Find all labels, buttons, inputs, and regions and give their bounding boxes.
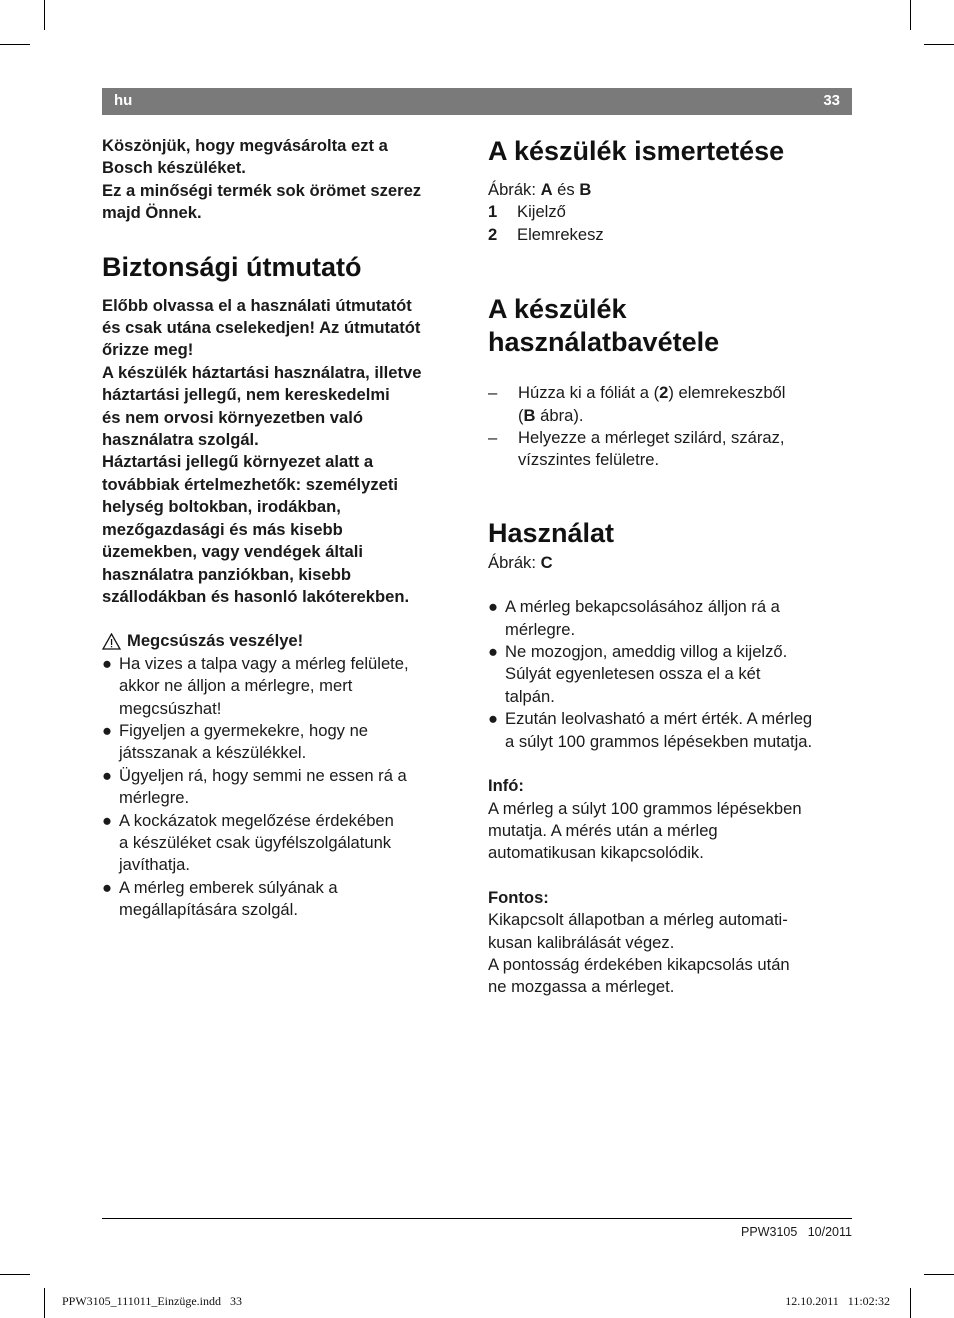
list-line: Ezután leolvasható a mért érték. A mérleg	[505, 709, 813, 729]
important-line: kusan kalibrálását végez.	[488, 932, 675, 952]
figure-ref: B	[523, 405, 536, 425]
slug-filename: PPW3105_111011_Einzüge.indd 33	[62, 1294, 242, 1308]
list-line: játsszanak a készülékkel.	[119, 743, 307, 763]
safety-line: használatra panziókban, kisebb	[102, 564, 351, 584]
list-item	[102, 877, 464, 922]
list-item	[488, 708, 854, 753]
bullet-icon: ●	[102, 810, 113, 830]
list-item	[488, 641, 854, 708]
list-line: Helyezze a mérleget szilárd, száraz,	[518, 428, 785, 448]
safety-line: mezőgazdasági és más kisebb	[102, 519, 343, 539]
crop-mark	[0, 1274, 30, 1275]
bullet-icon: ●	[102, 765, 113, 785]
list-item	[488, 596, 854, 641]
warning-heading	[102, 630, 464, 652]
crop-mark	[924, 44, 954, 45]
list-line: a készüléket csak ügyfélszolgálatunk	[119, 832, 392, 852]
footer-rule	[102, 1218, 852, 1219]
slug-timestamp: 12.10.2011 11:02:32	[785, 1294, 890, 1308]
part-item	[488, 224, 854, 246]
description-heading: A készülék ismertetése	[488, 136, 785, 166]
intro-line: Bosch készüléket.	[102, 158, 246, 178]
safety-text	[102, 295, 464, 609]
info-line: mutatja. A mérés után a mérleg	[488, 820, 718, 840]
warning-title: Megcsúszás veszélye!	[127, 631, 304, 651]
list-item	[488, 382, 854, 427]
list-line: A kockázatok megelőzése érdekében	[119, 810, 394, 830]
safety-line: használatra szolgál.	[102, 430, 259, 450]
warning-list	[102, 653, 464, 922]
safety-line: továbbiak értelmezhetők: személyzeti	[102, 474, 399, 494]
usage-figures	[488, 552, 854, 574]
list-line: akkor ne álljon a mérlegre, mert	[119, 676, 353, 696]
dash-icon: –	[488, 383, 498, 403]
safety-line: Előbb olvassa el a használati útmutatót	[102, 295, 412, 315]
heading-line: A készülék	[488, 294, 627, 325]
description-figures	[488, 179, 854, 201]
usage-list	[488, 596, 854, 753]
part-label: Kijelző	[517, 202, 566, 222]
important-line: A pontosság érdekében kikapcsolás után	[488, 954, 790, 974]
safety-line: háztartási jellegű, nem kereskedelmi	[102, 385, 390, 405]
important-line: ne mozgassa a mérleget.	[488, 977, 675, 997]
list-item	[102, 765, 464, 810]
list-line	[518, 382, 854, 404]
list-line: A mérleg emberek súlyának a	[119, 877, 338, 897]
crop-mark	[910, 1288, 911, 1318]
safety-line: szállodákban és hasonló lakóterekben.	[102, 586, 410, 606]
text-span: ) elemrekeszből	[668, 383, 786, 403]
crop-mark	[44, 1288, 45, 1318]
left-column	[102, 135, 464, 922]
info-line: automatikusan kikapcsolódik.	[488, 843, 704, 863]
intro-line: majd Önnek.	[102, 203, 202, 223]
list-line: mérlegre.	[119, 788, 190, 808]
list-line: a súlyt 100 grammos lépésekben mutatja.	[505, 731, 813, 751]
bullet-icon: ●	[102, 877, 113, 897]
crop-mark	[924, 1274, 954, 1275]
bullet-icon: ●	[102, 720, 113, 740]
safety-heading: Biztonsági útmutató	[102, 251, 362, 282]
right-column	[488, 135, 854, 999]
intro-text	[102, 135, 464, 225]
list-line	[518, 405, 854, 427]
safety-line: és nem orvosi környezetben való	[102, 407, 363, 427]
list-line: megcsúszhat!	[119, 698, 222, 718]
list-line: javíthatja.	[119, 855, 191, 875]
safety-line: A készülék háztartási használatra, illetve	[102, 362, 422, 382]
list-line: megállapítására szolgál.	[119, 900, 298, 920]
safety-line: Háztartási jellegű környezet alatt a	[102, 452, 374, 472]
part-label: Elemrekesz	[517, 224, 604, 244]
part-ref: 2	[659, 383, 669, 403]
part-item	[488, 201, 854, 223]
list-item	[102, 810, 464, 877]
safety-line: őrizze meg!	[102, 340, 194, 360]
important-line: Kikapcsolt állapotban a mérleg automati-	[488, 910, 788, 930]
figures-prefix: Ábrák:	[488, 552, 541, 572]
list-line: Figyeljen a gyermekekre, hogy ne	[119, 720, 369, 740]
list-item	[102, 653, 464, 720]
safety-line: üzemekben, vagy vendégek általi	[102, 542, 364, 562]
figures-and: és	[552, 180, 580, 199]
warning-triangle-icon	[102, 633, 121, 650]
startup-heading	[488, 293, 854, 359]
list-line: Súlyát egyenletesen ossza el a két	[505, 664, 761, 684]
language-code: hu	[114, 92, 133, 109]
startup-list	[488, 382, 854, 472]
figure-ref: B	[579, 180, 592, 199]
footer-model: PPW3105 10/2011	[741, 1225, 852, 1239]
text-span: Húzza ki a fóliát a (	[518, 383, 660, 403]
important-heading: Fontos:	[488, 887, 549, 907]
part-number: 1	[488, 202, 498, 222]
crop-mark	[0, 44, 30, 45]
intro-line: Ez a minőségi termék sok örömet szerez	[102, 180, 422, 200]
list-line: Ha vizes a talpa vagy a mérleg felülete,	[119, 653, 409, 673]
safety-line: és csak utána cselekedjen! Az útmutatót	[102, 318, 421, 338]
list-line: Ügyeljen rá, hogy semmi ne essen rá a	[119, 765, 407, 785]
list-line: vízszintes felületre.	[518, 450, 660, 470]
list-line: Ne mozogjon, ameddig villog a kijelző.	[505, 642, 788, 662]
safety-line: helység boltokban, irodákban,	[102, 497, 341, 517]
list-item	[488, 427, 854, 472]
list-item	[102, 720, 464, 765]
heading-line: használatbavétele	[488, 327, 720, 358]
crop-mark	[44, 0, 45, 30]
header-bar	[102, 88, 852, 115]
bullet-icon: ●	[488, 709, 499, 729]
figure-ref: A	[540, 180, 553, 199]
text-span: ábra).	[535, 405, 584, 425]
info-line: A mérleg a súlyt 100 grammos lépésekben	[488, 798, 802, 818]
list-line: talpán.	[505, 686, 555, 706]
list-line: mérlegre.	[505, 619, 576, 639]
info-heading: Infó:	[488, 776, 524, 796]
page-number: 33	[823, 92, 840, 109]
list-line: A mérleg bekapcsolásához álljon rá a	[505, 597, 780, 617]
bullet-icon: ●	[488, 597, 499, 617]
dash-icon: –	[488, 428, 498, 448]
bullet-icon: ●	[488, 642, 499, 662]
intro-line: Köszönjük, hogy megvásárolta ezt a	[102, 136, 388, 155]
figures-prefix: Ábrák:	[488, 180, 541, 199]
text-span: (	[518, 405, 524, 425]
bullet-icon: ●	[102, 653, 113, 673]
crop-mark	[910, 0, 911, 30]
usage-heading: Használat	[488, 517, 615, 548]
part-number: 2	[488, 224, 498, 244]
figure-ref: C	[540, 552, 553, 572]
